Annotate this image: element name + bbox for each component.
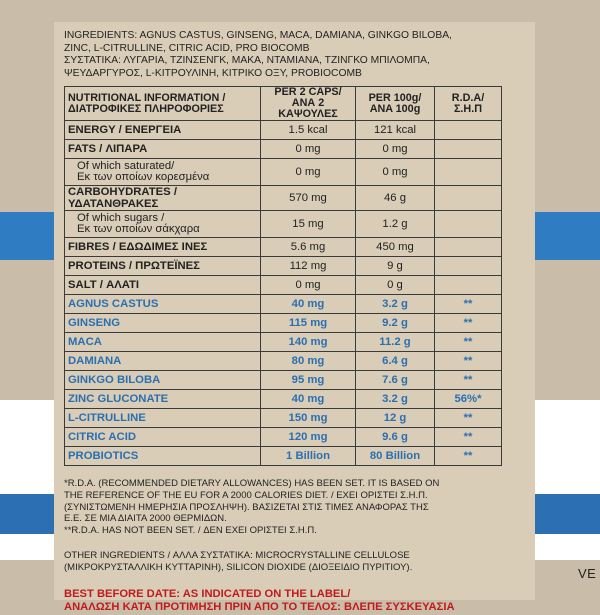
row-name: FATS / ΛΙΠΑΡΑ [65,140,261,159]
ingredients-gr-2: ΨΕΥΔΑΡΓΥΡΟΣ, L-ΚΙΤΡΟΥΛΙΝΗ, ΚΙΤΡΙΚΟ ΟΞΥ, PROBIOCOMB [64,67,362,79]
table-row [65,447,502,466]
bg-stripe-left-blue [0,212,60,260]
ingredients-gr: ΣΥΣΤΑΤΙΚΑ: ΛΥΓΑΡΙΑ, ΤΖΙΝΣΕΝΓΚ, ΜΑΚΑ, ΝΤΑΜΙΑΝΑ, ΤΖΙΝΓΚΟ ΜΠΙΛΟΜΠΑ, [64,55,430,67]
bg-stripe-left-blue-lower [0,494,60,534]
row-name: CARBOHYDRATES / ΥΔΑΤΑΝΘΡΑΚΕΣ [65,186,261,211]
row-name: MACA [65,333,261,352]
other-ingredients [64,550,525,573]
header-per-100g: PER 100g/ ANA 100g [356,87,435,121]
best-before [64,588,525,615]
bg-stripe-right-blue-lower [535,494,600,534]
best-before-line: ΑΝΑΛΩΣΗ ΚΑΤΑ ΠΡΟΤΙΜΗΣΗ ΠΡΙΝ ΑΠΟ ΤΟ ΤΕΛΟΣ: ΒΛΕΠΕ ΣΥΣΚΕΥΑΣΙΑ [64,601,455,614]
note-line: *R.D.A. (RECOMMENDED DIETARY ALLOWANCES) HAS BEEN SET. IT IS BASED ON [64,478,440,490]
row-per-2-caps: 150 mg [261,409,356,428]
row-per-100g: 7.6 g [356,371,435,390]
row-per-2-caps: 40 mg [261,295,356,314]
row-per-2-caps: 112 mg [261,257,356,276]
note-line: **R.D.A. HAS NOT BEEN SET. / ΔΕΝ ΕΧΕΙ ΟΡΙΣΤΕΙ Σ.Η.Π. [64,524,317,536]
row-per-100g: 121 kcal [356,121,435,140]
other-ingredients-line: (ΜΙΚΡΟΚΡΥΣΤΑΛΛΙΚΗ ΚΥΤΤΑΡΙΝΗ), SILICON DIOXIDE (ΔΙΟΞΕΙΔΙΟ ΠΥΡΙΤΙΟΥ). [64,561,413,573]
note-line: (ΣΥΝΙΣΤΩΜΕΝΗ ΗΜΕΡΗΣΙΑ ΠΡΟΣΛΗΨΗ). ΒΑΣΙΖΕΤΑΙ ΣΤΙΣ ΤΙΜΕΣ ΑΝΑΦΟΡΑΣ ΤΗΣ [64,501,429,513]
table-row [65,211,502,238]
table-row [65,159,502,186]
table-row [65,314,502,333]
row-rda [435,186,502,211]
row-per-100g: 450 mg [356,238,435,257]
note-line: THE REFERENCE OF THE EU FOR A 2000 CALORIES DIET. / ΕΧΕΙ ΟΡΙΣΤΕΙ Σ.Η.Π. [64,489,428,501]
row-per-2-caps: 1.5 kcal [261,121,356,140]
row-rda: ** [435,409,502,428]
ingredients-block [64,30,525,80]
other-ingredients-line: OTHER INGREDIENTS / ΑΛΛΑ ΣΥΣΤΑΤΙΚΑ: MICROCRYSTALLINE CELLULOSE [64,550,410,562]
table-row [65,257,502,276]
table-row [65,371,502,390]
row-per-100g: 11.2 g [356,333,435,352]
row-per-100g: 0 g [356,276,435,295]
row-name: GINKGO BILOBA [65,371,261,390]
row-name: CITRIC ACID [65,428,261,447]
bg-stripe-left-white [0,400,60,560]
row-name: Of which saturated/ Εκ των οποίων κορεσμένα [65,159,261,186]
row-name: Of which sugars / Εκ των οποίων σάκχαρα [65,211,261,238]
row-name: GINSENG [65,314,261,333]
table-row [65,276,502,295]
row-name: DAMIANA [65,352,261,371]
row-per-2-caps: 40 mg [261,390,356,409]
table-row [65,121,502,140]
row-rda [435,257,502,276]
row-rda: ** [435,333,502,352]
row-rda [435,238,502,257]
table-row [65,186,502,211]
ingredients-en-2: ZINC, L-CITRULLINE, CITRIC ACID, PRO BIOCOMB [64,42,310,54]
bg-stripe-right-blue [535,212,600,260]
side-text: VE [578,566,597,581]
table-row [65,295,502,314]
row-per-100g: 12 g [356,409,435,428]
header-rda: R.D.A/ Σ.Η.Π [435,87,502,121]
row-per-100g: 9 g [356,257,435,276]
row-per-2-caps: 80 mg [261,352,356,371]
row-per-100g: 3.2 g [356,295,435,314]
row-rda [435,211,502,238]
header-per-2-caps: PER 2 CAPS/ ΑΝΑ 2 ΚΑΨΟΥΛΕΣ [261,87,356,121]
row-per-2-caps: 5.6 mg [261,238,356,257]
rda-notes [64,478,525,536]
row-per-100g: 1.2 g [356,211,435,238]
ingredients-en: INGREDIENTS: AGNUS CASTUS, GINSENG, MACA, DAMIANA, GINKGO BILOBA, [64,30,452,41]
row-per-100g: 9.6 g [356,428,435,447]
row-per-100g: 3.2 g [356,390,435,409]
row-per-2-caps: 0 mg [261,276,356,295]
bg-stripe-right-white [535,400,600,560]
row-rda: ** [435,428,502,447]
row-rda [435,140,502,159]
row-per-100g: 9.2 g [356,314,435,333]
row-per-2-caps: 115 mg [261,314,356,333]
row-per-2-caps: 15 mg [261,211,356,238]
table-row [65,390,502,409]
row-name: AGNUS CASTUS [65,295,261,314]
row-rda: 56%* [435,390,502,409]
table-header-row [65,87,502,121]
row-rda: ** [435,447,502,466]
best-before-line: BEST BEFORE DATE: AS INDICATED ON THE LABEL/ [64,587,351,600]
row-name: PROTEINS / ΠΡΩΤΕΪΝΕΣ [65,257,261,276]
row-rda: ** [435,371,502,390]
row-per-2-caps: 95 mg [261,371,356,390]
row-per-2-caps: 120 mg [261,428,356,447]
row-rda: ** [435,352,502,371]
row-per-100g: 0 mg [356,140,435,159]
table-row [65,333,502,352]
table-row [65,238,502,257]
table-row [65,140,502,159]
row-per-2-caps: 1 Billion [261,447,356,466]
row-name: SALT / ΑΛΑΤΙ [65,276,261,295]
row-name: PROBIOTICS [65,447,261,466]
row-per-100g: 0 mg [356,159,435,186]
row-per-2-caps: 0 mg [261,140,356,159]
row-per-2-caps: 570 mg [261,186,356,211]
table-row [65,409,502,428]
row-name: FIBRES / ΕΔΩΔΙΜΕΣ ΙΝΕΣ [65,238,261,257]
row-per-2-caps: 140 mg [261,333,356,352]
row-name: ENERGY / ΕΝΕΡΓΕΙΑ [65,121,261,140]
row-name: L-CITRULLINE [65,409,261,428]
note-line: Ε.Ε. ΣΕ ΜΙΑ ΔΙΑΙΤΑ 2000 ΘΕΡΜΙΔΩΝ. [64,513,227,525]
row-per-2-caps: 0 mg [261,159,356,186]
table-row [65,352,502,371]
row-per-100g: 80 Billion [356,447,435,466]
nutrition-table [64,86,502,466]
row-rda [435,121,502,140]
nutrition-label [54,22,535,614]
row-name: ZINC GLUCONATE [65,390,261,409]
row-rda: ** [435,314,502,333]
table-row [65,428,502,447]
row-rda: ** [435,295,502,314]
header-nutrition: NUTRITIONAL INFORMATION / ΔΙΑΤΡΟΦΙΚΕΣ ΠΛΗΡΟΦΟΡΙΕΣ [65,87,261,121]
row-per-100g: 46 g [356,186,435,211]
row-per-100g: 6.4 g [356,352,435,371]
row-rda [435,159,502,186]
row-rda [435,276,502,295]
